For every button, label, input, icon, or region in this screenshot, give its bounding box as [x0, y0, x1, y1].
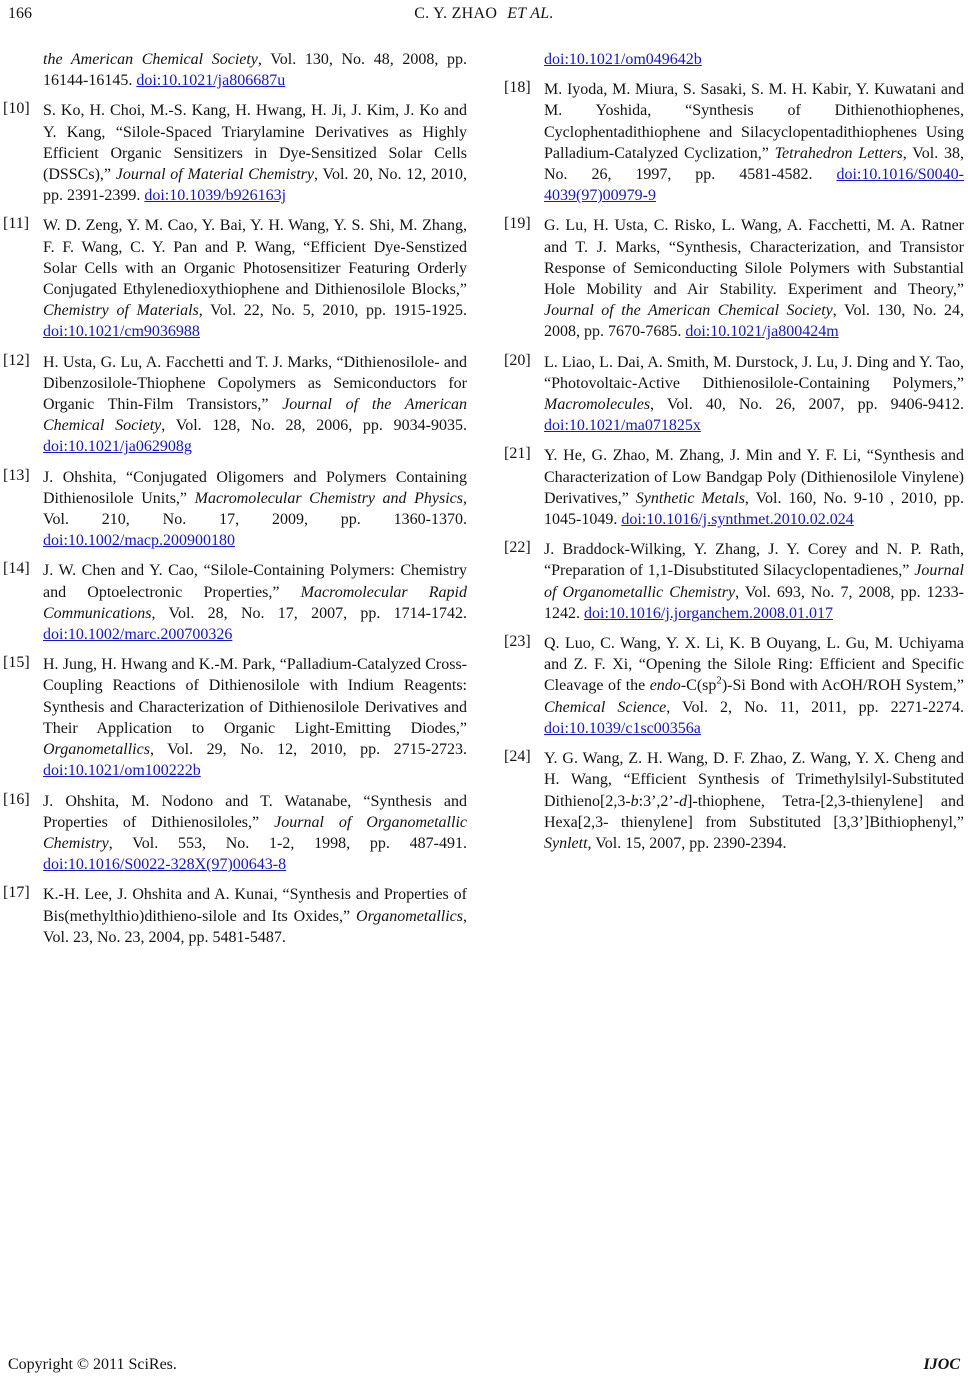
reference-number: [23]: [504, 633, 531, 651]
italic-journal-text: Journal of the American Chemical Society: [544, 302, 833, 320]
italic-journal-text: Macromolecular Rapid Communications: [43, 583, 467, 622]
italic-journal-text: Chemistry of Materials: [43, 302, 199, 320]
reference-text: L. Liao, L. Dai, A. Smith, M. Durstock, J. Lu, J. Ding and Y. Tao, “Photovoltaic-Active Dithienosilole-Containing Polymers,” Macromolecules, Vol. 40, No. 26, 2007, pp. 9406-9412. doi:10.1021/ma071825x: [544, 353, 964, 435]
reference-item: [504, 633, 964, 739]
reference-item: [504, 215, 964, 342]
doi-link[interactable]: doi:10.1021/cm9036988: [43, 323, 200, 341]
doi-link[interactable]: doi:10.1016/S0040-4039(97)00979-9: [544, 166, 964, 205]
reference-text: M. Iyoda, M. Miura, S. Sasaki, S. M. H. Kabir, Y. Kuwatani and M. Yoshida, “Synthesis of Dithienothiophenes, Cyclophentadithiophene and Silacyclopentadithiophenes Using Palladium-Catalyzed Cyclization,” Tetrahedron Letters, Vol. 38, No. 26, 1997, pp. 4581-4582. doi:10.1016/S0040-4039(97)00979-9: [544, 81, 964, 205]
italic-journal-text: Journal of Organometallic Chemistry: [544, 562, 964, 601]
reference-number: [14]: [3, 560, 30, 578]
reference-item: [3, 215, 467, 342]
running-et-al: ET AL.: [507, 5, 554, 22]
page-header: [0, 5, 968, 27]
reference-text: G. Lu, H. Usta, C. Risko, L. Wang, A. Facchetti, M. A. Ratner and T. J. Marks, “Synthesis, Characterization, and Transistor Response of Semiconducting Silole Polymers with Substantial Hole Mobility and Air Stability. Experiment and Theory,” Journal of the American Chemical Society, Vol. 130, No. 24, 2008, pp. 7670-7685. doi:10.1021/ja800424m: [544, 217, 964, 341]
copyright-notice: Copyright © 2011 SciRes.: [8, 1356, 177, 1373]
doi-link[interactable]: doi:10.1002/macp.200900180: [43, 532, 235, 550]
running-title: [0, 5, 968, 23]
reference-item: [504, 748, 964, 854]
doi-link[interactable]: doi:10.1021/ja800424m: [685, 323, 839, 341]
reference-number: [19]: [504, 215, 531, 233]
italic-journal-text: Synthetic Metals: [635, 489, 745, 507]
reference-text: Q. Luo, C. Wang, Y. X. Li, K. B Ouyang, L. Gu, M. Uchiyama and Z. F. Xi, “Opening the Silole Ring: Efficient and Specific Cleavage of the endo-$C(sp^2)-Si$ Bond with AcOH/ROH System,” Chemical Science, Vol. 2, No. 11, 2011, pp. 2271-2274. doi:10.1039/c1sc00356a: [544, 635, 965, 737]
doi-link[interactable]: doi:10.1021/om100222b: [43, 762, 201, 780]
doi-link[interactable]: doi:10.1016/S0022-328X(97)00643-8: [43, 856, 287, 874]
italic-journal-text: d: [679, 792, 688, 810]
italic-journal-text: Journal of Organometallic Chemistry: [43, 813, 467, 852]
reference-number: [17]: [3, 884, 30, 902]
reference-text: the American Chemical Society, Vol. 130, No. 48, 2008, pp. 16144-16145. doi:10.1021/ja806687u: [43, 51, 468, 90]
reference-number: [20]: [504, 351, 531, 369]
reference-text: J. Braddock-Wilking, Y. Zhang, J. Y. Corey and N. P. Rath, “Preparation of 1,1-Disubstituted Silacyclopentadienes,” Journal of Organometallic Chemistry, Vol. 693, No. 7, 2008, pp. 1233-1242. doi:10.1016/j.jorganchem.2008.01.017: [544, 541, 964, 622]
reference-item: [504, 445, 964, 530]
reference-number: [15]: [3, 654, 30, 672]
reference-item: [3, 884, 467, 948]
reference-continuation: [504, 49, 964, 70]
references-columns: [3, 49, 964, 957]
reference-text: S. Ko, H. Choi, M.-S. Kang, H. Hwang, H. Ji, J. Kim, J. Ko and Y. Kang, “Silole-Spaced Triarylamine Derivatives as Highly Efficient Organic Sensitizers in Dye-Sensitized Solar Cells (DSSCs),” Journal of Material Chemistry, Vol. 20, No. 12, 2010, pp. 2391-2399. doi:10.1039/b926163j: [43, 102, 467, 205]
column-left: [3, 49, 467, 957]
journal-abbreviation: IJOC: [923, 1356, 960, 1373]
doi-link[interactable]: doi:10.1039/b926163j: [144, 187, 287, 205]
reference-number: [13]: [3, 466, 30, 484]
doi-link[interactable]: doi:10.1016/j.synthmet.2010.02.024: [621, 511, 854, 529]
italic-journal-text: Journal of the American Chemical Society: [43, 396, 467, 435]
reference-number: [21]: [504, 445, 531, 463]
doi-link[interactable]: doi:10.1021/ja806687u: [136, 72, 286, 90]
reference-number: [10]: [3, 100, 30, 118]
reference-continuation: [3, 49, 467, 91]
reference-item: [3, 100, 467, 206]
running-author: C. Y. ZHAO: [414, 5, 498, 22]
doi-link[interactable]: doi:10.1021/ja062908g: [43, 438, 192, 456]
doi-link[interactable]: doi:10.1002/marc.200700326: [43, 626, 233, 644]
reference-text: K.-H. Lee, J. Ohshita and A. Kunai, “Synthesis and Properties of Bis(methylthio)dithieno-silole and Its Oxides,” Organometallics, Vol. 23, No. 23, 2004, pp. 5481-5487.: [43, 886, 467, 946]
italic-journal-text: Organometallics: [43, 741, 150, 759]
italic-journal-text: Macromolecular Chemistry and Physics: [194, 489, 463, 507]
page-footer: [0, 1356, 968, 1380]
reference-item: [3, 654, 467, 781]
reference-text: J. Ohshita, “Conjugated Oligomers and Polymers Containing Dithienosilole Units,” Macromolecular Chemistry and Physics, Vol. 210, No. 17, 2009, pp. 1360-1370. doi:10.1002/macp.200900180: [43, 468, 467, 550]
doi-link[interactable]: doi:10.1039/c1sc00356a: [544, 719, 701, 737]
reference-item: [3, 352, 467, 458]
reference-text: Y. He, G. Zhao, M. Zhang, J. Min and Y. F. Li, “Synthesis and Characterization of Low Bandgap Poly (Dithienosilole Vinylene) Derivatives,” Synthetic Metals, Vol. 160, No. 9-10 , 2010, pp. 1045-1049. doi:10.1016/j.synthmet.2010.02.024: [544, 447, 965, 529]
reference-text: J. W. Chen and Y. Cao, “Silole-Containing Polymers: Chemistry and Optoelectronic Properties,” Macromolecular Rapid Communications, Vol. 28, No. 17, 2007, pp. 1714-1742. doi:10.1002/marc.200700326: [43, 562, 467, 644]
reference-item: [3, 467, 467, 552]
italic-journal-text: Synlett: [544, 834, 588, 852]
reference-text: H. Jung, H. Hwang and K.-M. Park, “Palladium-Catalyzed Cross-Coupling Reactions of Dithienosilole with Indium Reagents: Synthesis and Characterization of Dithienosilole Derivatives and Their Application to Organic Light-Emitting Diodes,” Organometallics, Vol. 29, No. 12, 2010, pp. 2715-2723. doi:10.1021/om100222b: [43, 656, 467, 780]
reference-text: Y. G. Wang, Z. H. Wang, D. F. Zhao, Z. Wang, Y. X. Cheng and H. Wang, “Efficient Synthesis of Trimethylsilyl-Substituted Dithieno[2,3-b:3’,2’-d]-thiophene, Tetra-[2,3-thienylene] and Hexa[2,3- thienylene] from Substituted [3,3’]Bithiophenyl,” Synlett, Vol. 15, 2007, pp. 2390-2394.: [544, 750, 964, 852]
reference-number: [11]: [3, 215, 30, 233]
italic-journal-text: b: [630, 792, 639, 810]
reference-number: [22]: [504, 539, 531, 557]
reference-number: [12]: [3, 351, 30, 369]
reference-number: [18]: [504, 79, 531, 97]
doi-link[interactable]: doi:10.1021/om049642b: [544, 51, 702, 68]
doi-link[interactable]: doi:10.1021/ma071825x: [544, 417, 701, 435]
italic-journal-text: Tetrahedron Letters: [774, 144, 903, 162]
italic-journal-text: Macromolecules: [544, 396, 651, 414]
page-number: 166: [8, 5, 32, 22]
reference-text: J. Ohshita, M. Nodono and T. Watanabe, “Synthesis and Properties of Dithienosiloles,” Journal of Organometallic Chemistry, Vol. 553, No. 1-2, 1998, pp. 487-491. doi:10.1016/S0022-328X(97)00643-8: [43, 792, 467, 874]
reference-item: [504, 539, 964, 624]
italic-journal-text: the American Chemical Society: [43, 51, 258, 68]
reference-text: [544, 49, 964, 70]
reference-text: W. D. Zeng, Y. M. Cao, Y. Bai, Y. H. Wang, Y. S. Shi, M. Zhang, F. F. Wang, C. Y. Pan and P. Wang, “Efficient Dye-Senstized Solar Cells with an Organic Photosensitizer Featuring Orderly Conjugated Ethylenedioxythiophene and Dithienosilole Blocks,” Chemistry of Materials, Vol. 22, No. 5, 2010, pp. 1915-1925. doi:10.1021/cm9036988: [43, 217, 468, 341]
reference-item: [504, 352, 964, 437]
reference-item: [504, 79, 964, 206]
italic-journal-text: Organometallics: [356, 907, 463, 925]
italic-journal-text: Chemical Science: [544, 698, 667, 716]
superscript-text: 2: [716, 675, 722, 688]
reference-number: [16]: [3, 790, 30, 808]
column-right: [504, 49, 964, 957]
reference-number: [24]: [504, 748, 531, 766]
reference-item: [3, 560, 467, 645]
italic-journal-text: endo: [649, 677, 681, 695]
reference-text: H. Usta, G. Lu, A. Facchetti and T. J. Marks, “Dithienosilole- and Dibenzosilole-Thiophene Copolymers as Semiconductors for Organic Thin-Film Transistors,” Journal of the American Chemical Society, Vol. 128, No. 28, 2006, pp. 9034-9035. doi:10.1021/ja062908g: [43, 353, 468, 456]
doi-link[interactable]: doi:10.1016/j.jorganchem.2008.01.017: [584, 604, 834, 622]
reference-item: [3, 791, 467, 876]
italic-journal-text: Journal of Material Chemistry: [115, 166, 315, 184]
